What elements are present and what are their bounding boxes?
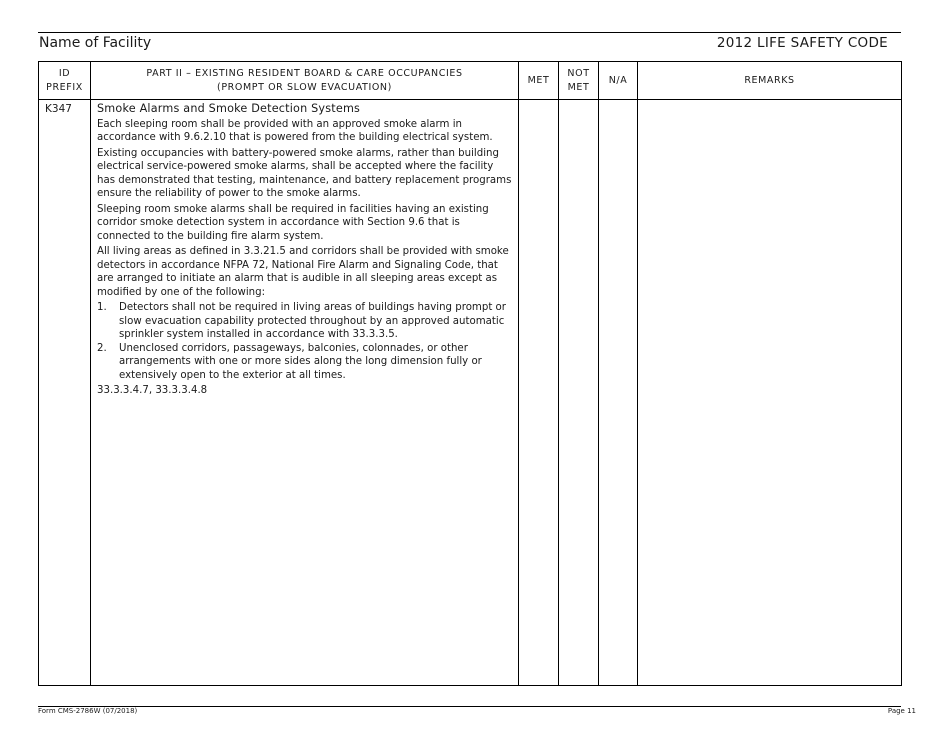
requirement-paragraph: All living areas as defined in 3.3.21.5 and corridors shall be provided with smoke detectors in accordance NFPA 72, National Fire Alarm and Signaling Code, that are arranged to initiate an alarm that is audible in all sleeping areas except as modified by one of the following: — [97, 246, 509, 298]
remarks-cell[interactable] — [638, 100, 902, 686]
id-header-line1: ID — [58, 67, 71, 79]
list-item — [97, 301, 514, 342]
not-met-header-line2: MET — [567, 81, 590, 93]
list-item — [97, 342, 514, 383]
id-prefix-header — [39, 62, 91, 100]
bottom-rule — [38, 706, 901, 707]
top-rule — [38, 32, 901, 33]
requirement-cell — [91, 100, 519, 686]
requirement-heading: Smoke Alarms and Smoke Detection Systems — [97, 102, 361, 115]
exception-list — [97, 301, 514, 382]
code-title: 2012 LIFE SAFETY CODE — [716, 35, 888, 51]
table-row — [39, 100, 902, 686]
not-met-cell[interactable] — [559, 100, 599, 686]
part-header — [91, 62, 519, 100]
requirement-paragraph: Existing occupancies with battery-powered smoke alarms, rather than building electrical service-powered smoke alarms, shall be accepted where the facility has demonstrated that testing, maintenance, and battery replacement programs ensure the reliability of power to the smoke alarms. — [97, 147, 512, 199]
page-number: Page 11 — [887, 707, 916, 715]
id-prefix-cell: K347 — [39, 100, 91, 686]
na-cell[interactable] — [599, 100, 638, 686]
list-item-number: 2. — [97, 342, 107, 354]
requirement-paragraph: Sleeping room smoke alarms shall be required in facilities having an existing corridor smoke detection system in accordance with Section 9.6 that is connected to the building fire alarm system. — [97, 203, 489, 242]
list-item-text: Detectors shall not be required in living areas of buildings having prompt or slow evacuation capability protected throughout by an approved automatic sprinkler system installed in accordance with 33.3.3.5. — [119, 302, 506, 340]
facility-name-label: Name of Facility — [39, 35, 152, 51]
list-item-text: Unenclosed corridors, passageways, balconies, colonnades, or other arrangements with one or more sides along the long dimension fully or extensively open to the exterior at all times. — [119, 342, 482, 381]
form-id: Form CMS-2786W (07/2018) — [38, 707, 138, 715]
part-header-line1: PART II – EXISTING RESIDENT BOARD & CARE OCCUPANCIES — [146, 67, 463, 79]
part-header-line2: (PROMPT OR SLOW EVACUATION) — [217, 81, 392, 93]
requirement-paragraph: Each sleeping room shall be provided with an approved smoke alarm in accordance with 9.6.2.10 that is powered from the building electrical system. — [97, 118, 493, 143]
remarks-header: REMARKS — [638, 62, 902, 100]
code-reference: 33.3.3.4.7, 33.3.3.4.8 — [97, 385, 208, 396]
table-header-row — [39, 62, 902, 100]
met-header: MET — [519, 62, 559, 100]
not-met-header-line1: NOT — [567, 67, 590, 79]
not-met-header — [559, 62, 599, 100]
met-cell[interactable] — [519, 100, 559, 686]
list-item-number: 1. — [97, 302, 107, 313]
na-header: N/A — [599, 62, 638, 100]
id-header-line2: PREFIX — [46, 81, 83, 93]
survey-table — [38, 61, 902, 686]
